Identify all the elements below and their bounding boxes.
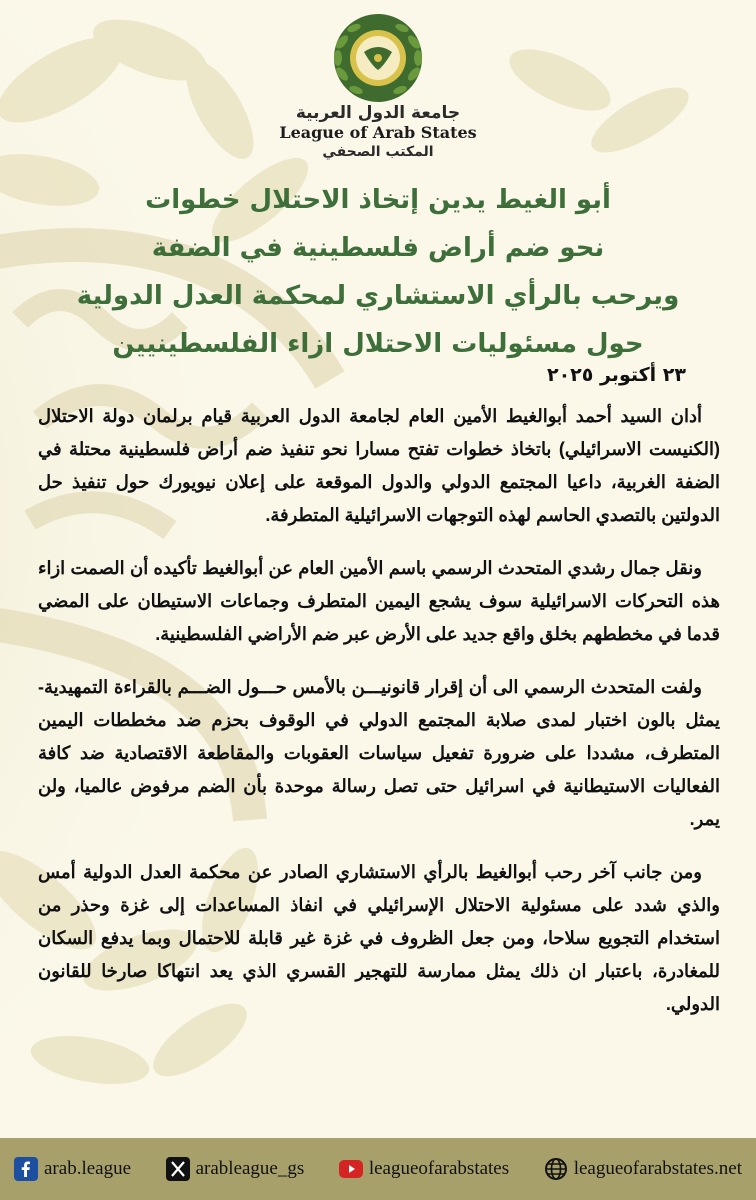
release-date: ٢٣ أكتوبر ٢٠٢٥: [546, 364, 686, 386]
arab-league-emblem: [318, 12, 438, 104]
facebook-handle: arab.league: [44, 1158, 132, 1179]
youtube-link[interactable]: [339, 1157, 509, 1181]
x-handle: arableague_gs: [195, 1158, 305, 1179]
paragraph: ولفت المتحدث الرسمي الى أن إقرار قانونيـــن بالأمس حـــول الضـــم بالقراءة التمهيدية- يمثل بالون اختبار لمدى صلابة المجتمع الدولي في الوقوف بحزم ضد مخططات اليمين المتطرف، مشددا على ضرورة تفعيل سياسات العقوبات والمقاطعة الاقتصادية ضد كافة الفعاليات الاستيطانية في اسرائيل حتى تصل رسالة موحدة بأن الضم مرفوض عالميا، ولن يمر.: [38, 677, 720, 829]
youtube-handle: leagueofarabstates: [368, 1158, 510, 1179]
paragraph: ومن جانب آخر رحب أبوالغيط بالرأي الاستشاري الصادر عن محكمة العدل الدولية أمس والذي شدد على مسئولية الاحتلال الإسرائيلي في انفاذ المساعدات إلى غزة وحذر من استخدام التجويع سلاحا، ومن جعل الظروف في غزة غير قابلة للاحتمال وبما يدفع السكان للمغادرة، باعتبار ان ذلك يمثل ممارسة للتهجير القسري الذي يعد انتهاكا صارخا للقانون الدولي.: [38, 862, 720, 1014]
headline: [60, 176, 696, 368]
headline-line: حول مسئوليات الاحتلال ازاء الفلسطينيين: [112, 329, 644, 359]
headline-line: أبو الغيط يدين إتخاذ الاحتلال خطوات: [145, 185, 611, 215]
social-footer: [0, 1138, 756, 1200]
org-name-english: League of Arab States: [279, 123, 477, 142]
website-url: leagueofarabstates.net: [573, 1158, 742, 1179]
press-office-label: المكتب الصحفي: [322, 144, 434, 160]
youtube-icon: [339, 1157, 363, 1181]
article-body: [38, 400, 720, 1041]
globe-icon: [544, 1157, 568, 1181]
org-name-arabic: جامعة الدول العربية: [295, 103, 461, 123]
x-icon: [166, 1157, 190, 1181]
paragraph: ونقل جمال رشدي المتحدث الرسمي باسم الأمين العام عن أبوالغيط تأكيده أن الصمت ازاء هذه التحركات الاسرائيلية سوف يشجع اليمين المتطرف وجماعات الاستيطان على المضي قدما في مخططهم بخلق واقع جديد على الأرض عبر ضم الأراضي الفلسطينية.: [38, 558, 720, 644]
x-link[interactable]: [166, 1157, 305, 1181]
headline-line: ويرحب بالرأي الاستشاري لمحكمة العدل الدولية: [76, 281, 680, 311]
website-link[interactable]: [544, 1157, 742, 1181]
headline-line: نحو ضم أراض فلسطينية في الضفة: [151, 233, 605, 263]
facebook-link[interactable]: [14, 1157, 131, 1181]
facebook-icon: [14, 1157, 38, 1181]
paragraph: أدان السيد أحمد أبوالغيط الأمين العام لجامعة الدول العربية قيام برلمان دولة الاحتلال (الكنيست الاسرائيلي) باتخاذ خطوات تفتح مسارا نحو تنفيذ ضم أراض فلسطينية محتلة في الضفة الغربية، داعيا المجتمع الدولي والدول الموقعة على إعلان نيويورك حول تنفيذ حل الدولتين بالتصدي الحاسم لهذه التوجهات الاسرائيلية المتطرفة.: [38, 406, 720, 525]
